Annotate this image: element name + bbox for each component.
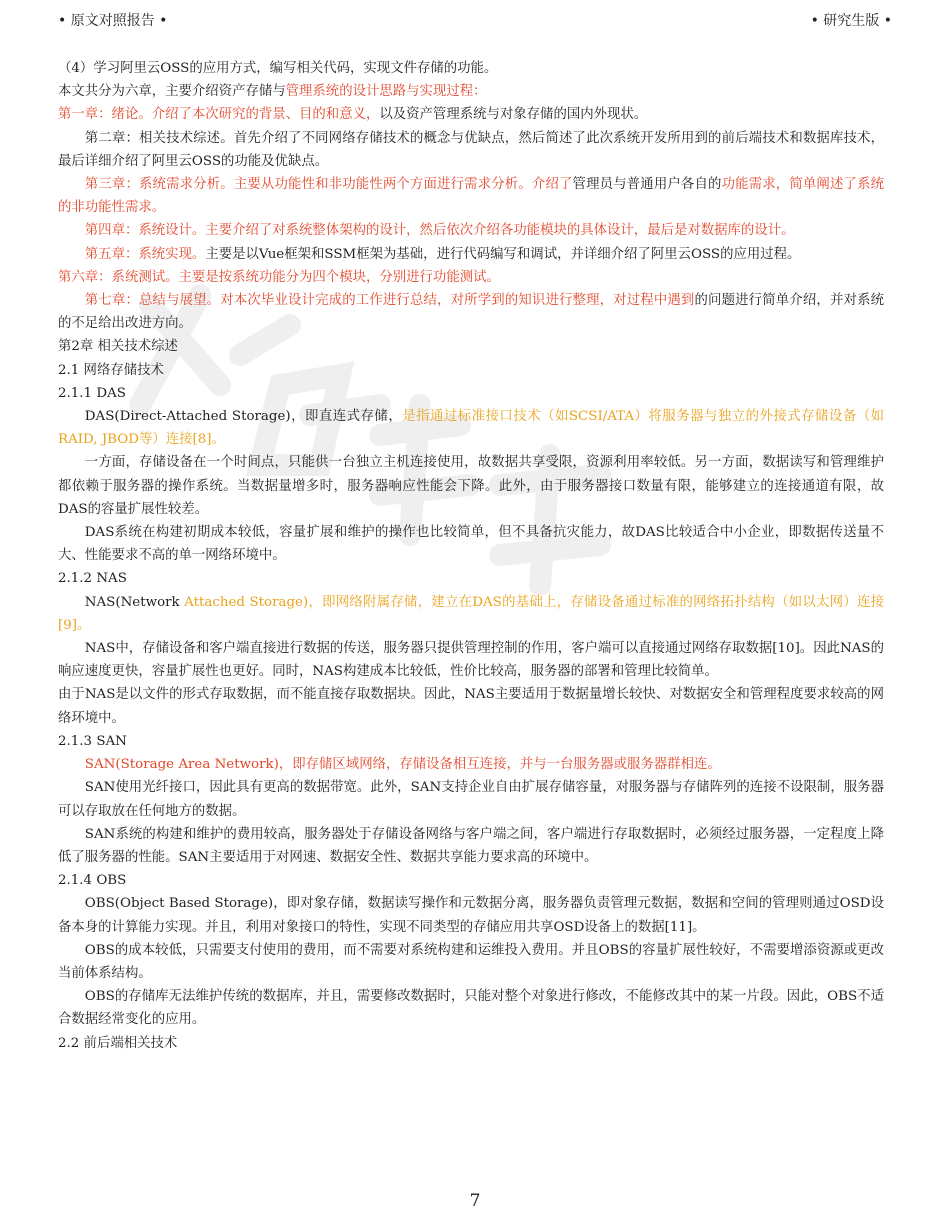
subsection-heading xyxy=(58,382,884,405)
text-run: 主要是以Vue框架和SSM框架为基础，进行代码编写和调试，并详细介绍了阿里云OSS的应用过程。 xyxy=(205,246,801,262)
document-body xyxy=(58,57,884,1055)
paragraph xyxy=(58,103,884,126)
paragraph xyxy=(58,823,884,869)
text-run: 管理员与普通用户各自的 xyxy=(572,177,722,193)
red-highlight-text: 第一章：绪论。介绍了本次研究的背景、目的和意义， xyxy=(58,107,380,123)
text-run: 2.1.4 OBS xyxy=(58,873,127,889)
text-run: 以及资产管理系统与对象存储的国内外现状。 xyxy=(379,107,648,123)
paragraph xyxy=(58,219,884,242)
page-number: 7 xyxy=(469,1191,481,1211)
text-run: 第2章 相关技术综述 xyxy=(58,339,178,355)
text-run: OBS的成本较低，只需要支付使用的费用，而不需要对系统构建和运维投入费用。并且OBS的容量扩展性较好，不需要增添资源或更改当前体系结构。 xyxy=(58,942,884,981)
paragraph xyxy=(58,683,884,729)
paragraph xyxy=(58,127,884,173)
paragraph xyxy=(58,405,884,451)
chapter-heading xyxy=(58,335,884,358)
red-highlight-text: 功能需求，简单阐述了系统的非功能性需求。 xyxy=(58,177,885,216)
paragraph xyxy=(58,451,884,521)
text-run: NAS中，存储设备和客户端直接进行数据的传送，服务器只提供管理控制的作用，客户端可以直接通过网络存取数据[10]。因此NAS的响应速度更快，容量扩展性也更好。同时，NAS构建成本比较低，性价比较高，服务器的部署和管理比较简单。 xyxy=(58,641,884,680)
text-run: 2.1 网络存储技术 xyxy=(58,362,164,378)
paragraph xyxy=(58,892,884,938)
text-run: SAN系统的构建和维护的费用较高，服务器处于存储设备网络与客户端之间，客户端进行存取数据时，必须经过服务器，一定程度上降低了服务器的性能。SAN主要适用于对网速、数据安全性、数据共享能力要求高的环境中。 xyxy=(58,826,884,865)
paragraph xyxy=(58,289,884,335)
red-highlight-text: 第四章：系统设计。主要介绍了对系统整体架构的设计，然后依次介绍各功能模块的具体设计，最后是对数据库的设计。 xyxy=(84,223,795,239)
red-highlight-text: 第五章：系统实现。 xyxy=(84,246,206,262)
red-highlight-text: 第三章：系统需求分析。主要从功能性和非功能性两个方面进行需求分析。介绍了 xyxy=(84,177,573,193)
paragraph xyxy=(58,521,884,567)
text-run: 2.1.3 SAN xyxy=(58,733,127,749)
orange-highlight-text: 是指通过标准接口技术（如SCSI/ATA）将服务器与独立的外接式存储设备（如RAID, JBOD等）连接[8]。 xyxy=(58,409,884,448)
page-header xyxy=(58,10,892,30)
text-run: （4）学习阿里云OSS的应用方式，编写相关代码，实现文件存储的功能。 xyxy=(58,61,498,76)
text-run: 2.1.1 DAS xyxy=(58,385,126,401)
paragraph xyxy=(58,57,884,80)
red-highlight-text: SAN(Storage Area Network)，即存储区域网络，存储设备相互连接，并与一台服务器或服务器群相连。 xyxy=(84,757,721,773)
paragraph xyxy=(58,637,884,683)
text-run: 本文共分为六章，主要介绍资产存储与 xyxy=(58,84,286,100)
report-title: • 原文对照报告 • xyxy=(58,13,168,29)
red-highlight-text: 第七章：总结与展望。对本次毕业设计完成的工作进行总结，对所学到的知识进行整理，对过程中遇到 xyxy=(84,293,695,309)
text-run: SAN使用光纤接口，因此具有更高的数据带宽。此外，SAN支持企业自由扩展存储容量，对服务器与存储阵列的连接不设限制，服务器可以存取放在任何地方的数据。 xyxy=(58,780,884,819)
text-run: 第二章：相关技术综述。首先介绍了不同网络存储技术的概念与优缺点，然后简述了此次系统开发所用到的前后端技术和数据库技术，最后详细介绍了阿里云OSS的功能及优缺点。 xyxy=(58,130,884,169)
text-run: 的问题进行简单介绍，并对系统的不足给出改进方向。 xyxy=(58,293,885,332)
text-run: OBS(Object Based Storage)，即对象存储，数据读写操作和元数据分离，服务器负责管理元数据，数据和空间的管理则通过OSD设备本身的计算能力实现。并且，利用对象接口的特性，实现不同类型的存储应用共享OSD设备上的数据[11]。 xyxy=(58,896,884,935)
paragraph xyxy=(58,776,884,822)
text-run: NAS(Network xyxy=(84,594,185,610)
subsection-heading xyxy=(58,567,884,590)
section-heading xyxy=(58,1032,884,1055)
text-run: OBS的存储库无法维护传统的数据库，并且，需要修改数据时，只能对整个对象进行修改，不能修改其中的某一片段。因此，OBS不适合数据经常变化的应用。 xyxy=(58,989,884,1028)
text-run: 一方面，存储设备在一个时间点，只能供一台独立主机连接使用，故数据共享受限，资源利用率较低。另一方面，数据读写和管理维护都依赖于服务器的操作系统。当数据量增多时，服务器响应性能会下降。此外，由于服务器接口数量有限，能够建立的连接通道有限，故DAS的容量扩展性较差。 xyxy=(58,455,884,517)
paragraph xyxy=(58,591,884,637)
red-highlight-text: 管理系统的设计思路与实现过程： xyxy=(285,84,487,100)
paragraph xyxy=(58,243,884,266)
text-run: DAS系统在构建初期成本较低，容量扩展和维护的操作也比较简单，但不具备抗灾能力，故DAS比较适合中小企业，即数据传送量不大、性能要求不高的单一网络环境中。 xyxy=(58,525,884,564)
orange-highlight-text: Attached Storage)，即网络附属存储，建立在DAS的基础上，存储设备通过标准的网络拓扑结构（如以太网）连接[9]。 xyxy=(58,594,885,633)
red-highlight-text: 第六章：系统测试。主要是按系统功能分为四个模块，分别进行功能测试。 xyxy=(58,269,500,285)
text-run: 2.2 前后端相关技术 xyxy=(58,1035,178,1051)
paragraph xyxy=(58,985,884,1031)
paragraph xyxy=(58,173,884,219)
paragraph xyxy=(58,753,884,776)
text-run: 由于NAS是以文件的形式存取数据，而不能直接存取数据块。因此，NAS主要适用于数据量增长较快、对数据安全和管理程度要求较高的网络环境中。 xyxy=(58,687,884,726)
text-run: DAS(Direct-Attached Storage)，即直连式存储， xyxy=(84,409,403,425)
subsection-heading xyxy=(58,869,884,892)
paragraph xyxy=(58,266,884,289)
edition-label: • 研究生版 • xyxy=(810,13,892,29)
subsection-heading xyxy=(58,730,884,753)
paragraph xyxy=(58,80,884,103)
section-heading xyxy=(58,359,884,382)
paragraph xyxy=(58,939,884,985)
text-run: 2.1.2 NAS xyxy=(58,571,127,587)
